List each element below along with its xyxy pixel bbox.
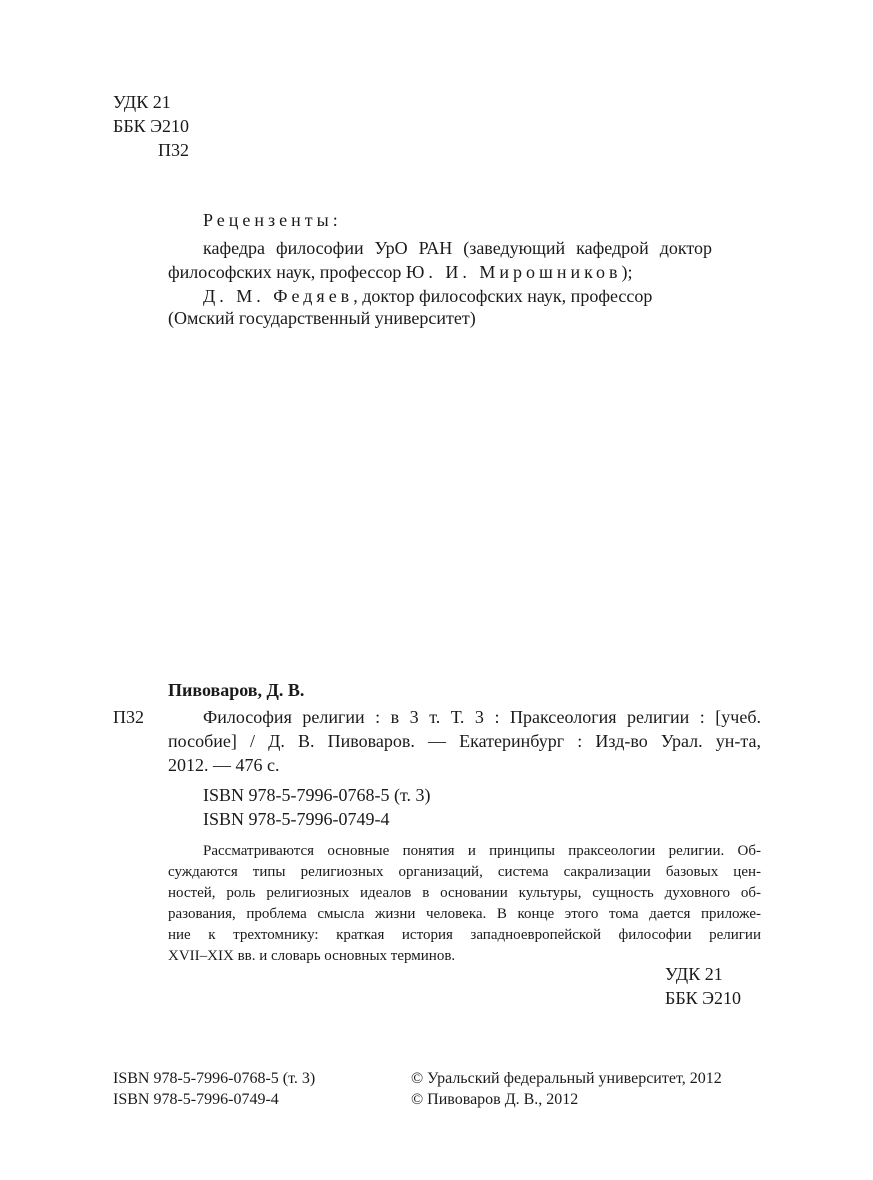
reviewers-heading: Рецензенты: bbox=[203, 210, 342, 230]
catalog-author-mark: П32 bbox=[113, 707, 144, 727]
reviewer-2-line-1 bbox=[203, 284, 652, 308]
catalog-isbn-2: ISBN 978-5-7996-0749-4 bbox=[203, 809, 390, 829]
reviewer-1-name: Ю. И. Мирошников bbox=[405, 262, 622, 282]
abstract-line: разования, проблема смысла жизни человека. В конце этого тома дается приложе- bbox=[168, 906, 761, 922]
reviewer-1-prefix: философских наук, профессор bbox=[168, 262, 402, 282]
catalog-udk: УДК 21 bbox=[665, 964, 723, 984]
footer-copyright-1: © Уральский федеральный университет, 2012 bbox=[411, 1070, 722, 1087]
catalog-title-line-1: Философия религии : в 3 т. Т. 3 : Праксеология религии : [учеб. bbox=[203, 707, 761, 727]
abstract-line: ностей, роль религиозных идеалов в основании культуры, сущность духовного об- bbox=[168, 885, 761, 901]
footer-isbn-1: ISBN 978-5-7996-0768-5 (т. 3) bbox=[113, 1070, 316, 1087]
catalog-title-line-2: пособие] / Д. В. Пивоваров. — Екатеринбург : Изд-во Урал. ун-та, bbox=[168, 731, 761, 751]
author-mark-top: П32 bbox=[158, 140, 189, 160]
bbk-code-top: ББК Э210 bbox=[113, 116, 190, 136]
abstract-line: ние к трехтомнику: краткая история западноевропейской философии религии bbox=[168, 927, 761, 943]
catalog-title-line-3: 2012. — 476 с. bbox=[168, 755, 280, 775]
reviewer-1-suffix: ); bbox=[621, 262, 633, 282]
abstract-line: Рассматриваются основные понятия и принципы праксеологии религии. Об- bbox=[203, 843, 761, 859]
catalog-author: Пивоваров, Д. В. bbox=[168, 680, 305, 700]
catalog-isbn-1: ISBN 978-5-7996-0768-5 (т. 3) bbox=[203, 785, 431, 805]
abstract-line: суждаются типы религиозных организаций, система сакрализации базовых цен- bbox=[168, 864, 761, 880]
abstract-line: XVII–XIX вв. и словарь основных терминов. bbox=[168, 948, 456, 964]
reviewer-2-rest: , доктор философских наук, профессор bbox=[353, 286, 653, 306]
reviewer-2-line-2: (Омский государственный университет) bbox=[168, 308, 476, 328]
footer-isbn-2: ISBN 978-5-7996-0749-4 bbox=[113, 1091, 279, 1108]
footer-copyright-2: © Пивоваров Д. В., 2012 bbox=[411, 1091, 579, 1108]
reviewer-1-line-2 bbox=[168, 260, 633, 284]
catalog-bbk: ББК Э210 bbox=[665, 988, 742, 1008]
udk-code-top: УДК 21 bbox=[113, 92, 171, 112]
reviewer-2-name: Д. М. Федяев bbox=[203, 286, 354, 306]
reviewer-1-line-1: кафедра философии УрО РАН (заведующий кафедрой доктор bbox=[203, 238, 712, 258]
